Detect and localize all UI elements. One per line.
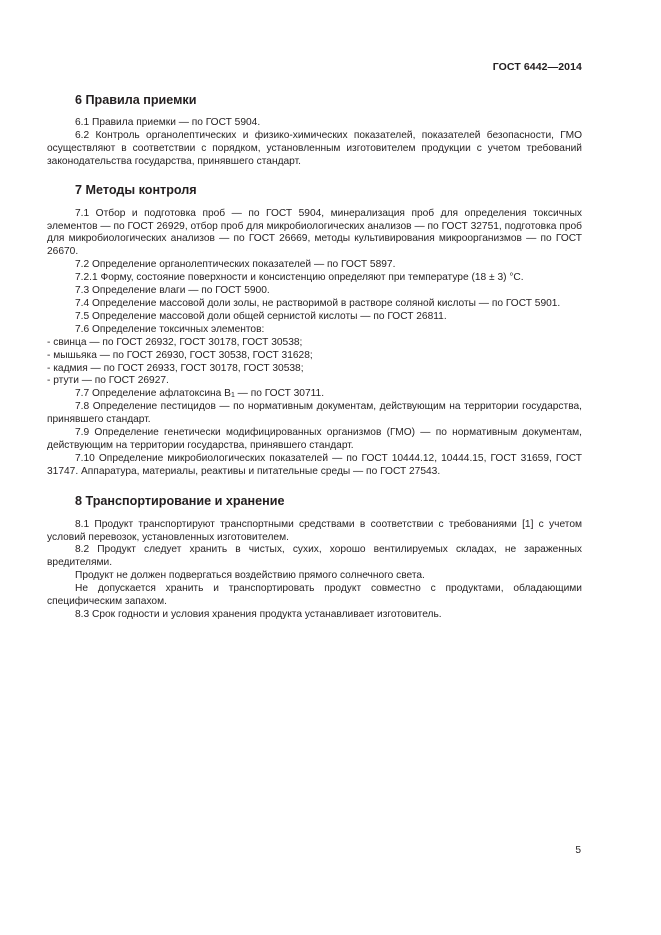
paragraph: 8.2 Продукт следует хранить в чистых, сухих, хорошо вентилируемых складах, не зараженных вредителями.	[47, 544, 582, 569]
list-item: - кадмия — по ГОСТ 26933, ГОСТ 30178, ГОСТ 30538;	[47, 362, 304, 374]
page-number: 5	[575, 845, 581, 856]
section-title: 8 Транспортирование и хранение	[75, 493, 285, 508]
paragraph: 6.2 Контроль органолептических и физико-химических показателей, показателей безопасности, ГМО осуществляют в соответствии с порядком, установленным изготовителем продукции с учетом требований законодательства государства, принявшего стандарт.	[47, 129, 582, 167]
list-item: - ртути — по ГОСТ 26927.	[47, 375, 169, 387]
list-item: - мышьяка — по ГОСТ 26930, ГОСТ 30538, ГОСТ 31628;	[47, 349, 313, 361]
paragraph: 7.4 Определение массовой доли золы, не растворимой в растворе соляной кислоты — по ГОСТ 5901.	[75, 297, 561, 309]
section-transport-storage	[47, 493, 582, 622]
paragraph: 7.2 Определение органолептических показателей — по ГОСТ 5897.	[75, 259, 396, 271]
text-span: — по ГОСТ 30711.	[234, 388, 325, 400]
paragraph: 7.10 Определение микробиологических показателей — по ГОСТ 10444.12, 10444.15, ГОСТ 31659, ГОСТ 31747. Аппаратура, материалы, реактивы и питательные среды — по ГОСТ 27543.	[47, 452, 582, 477]
paragraph: Не допускается хранить и транспортировать продукт совместно с продуктами, обладающими специфическим запахом.	[47, 583, 582, 608]
paragraph-aflatoxin	[47, 388, 582, 401]
section-acceptance-rules	[47, 92, 582, 169]
paragraph: 7.3 Определение влаги — по ГОСТ 5900.	[75, 285, 270, 297]
document-body	[47, 92, 582, 635]
paragraph: Продукт не должен подвергаться воздействию прямого солнечного света.	[75, 570, 425, 582]
subscript: 1	[230, 392, 235, 400]
section-title: 7 Методы контроля	[75, 182, 197, 197]
paragraph: 7.8 Определение пестицидов — по нормативным документам, действующим на территории государства, принявшего стандарт.	[47, 401, 582, 426]
section-control-methods	[47, 182, 582, 479]
list-item: - свинца — по ГОСТ 26932, ГОСТ 30178, ГОСТ 30538;	[47, 336, 303, 348]
paragraph: 7.2.1 Форму, состояние поверхности и консистенцию определяют при температуре (18 ± 3) °С.	[75, 272, 524, 284]
section-title: 6 Правила приемки	[75, 93, 197, 107]
text-span: 7.7 Определение афлатоксина B	[75, 388, 231, 400]
paragraph: 8.1 Продукт транспортируют транспортными средствами в соответствии с требованиями [1] с учетом условий перевозок, установленных изготовителем.	[47, 518, 582, 543]
paragraph: 7.1 Отбор и подготовка проб — по ГОСТ 5904, минерализация проб для определения токсичных элементов — по ГОСТ 26929, отбор проб для микробиологических анализов — по ГОСТ 32751, подготовка проб для микробиологических анализов — по ГОСТ 26669, методы культивирования микроорганизмов — по ГОСТ 26670.	[47, 207, 582, 258]
document-code-header: ГОСТ 6442—2014	[492, 61, 582, 73]
paragraph: 7.9 Определение генетически модифицированных организмов (ГМО) — по нормативным документам, действующим на территории государства, принявшего стандарт.	[47, 427, 582, 451]
paragraph: 8.3 Срок годности и условия хранения продукта устанавливает изготовитель.	[75, 609, 442, 620]
paragraph: 7.6 Определение токсичных элементов:	[75, 323, 265, 335]
paragraph: 6.1 Правила приемки — по ГОСТ 5904.	[75, 117, 261, 128]
paragraph: 7.5 Определение массовой доли общей сернистой кислоты — по ГОСТ 26811.	[75, 310, 447, 322]
